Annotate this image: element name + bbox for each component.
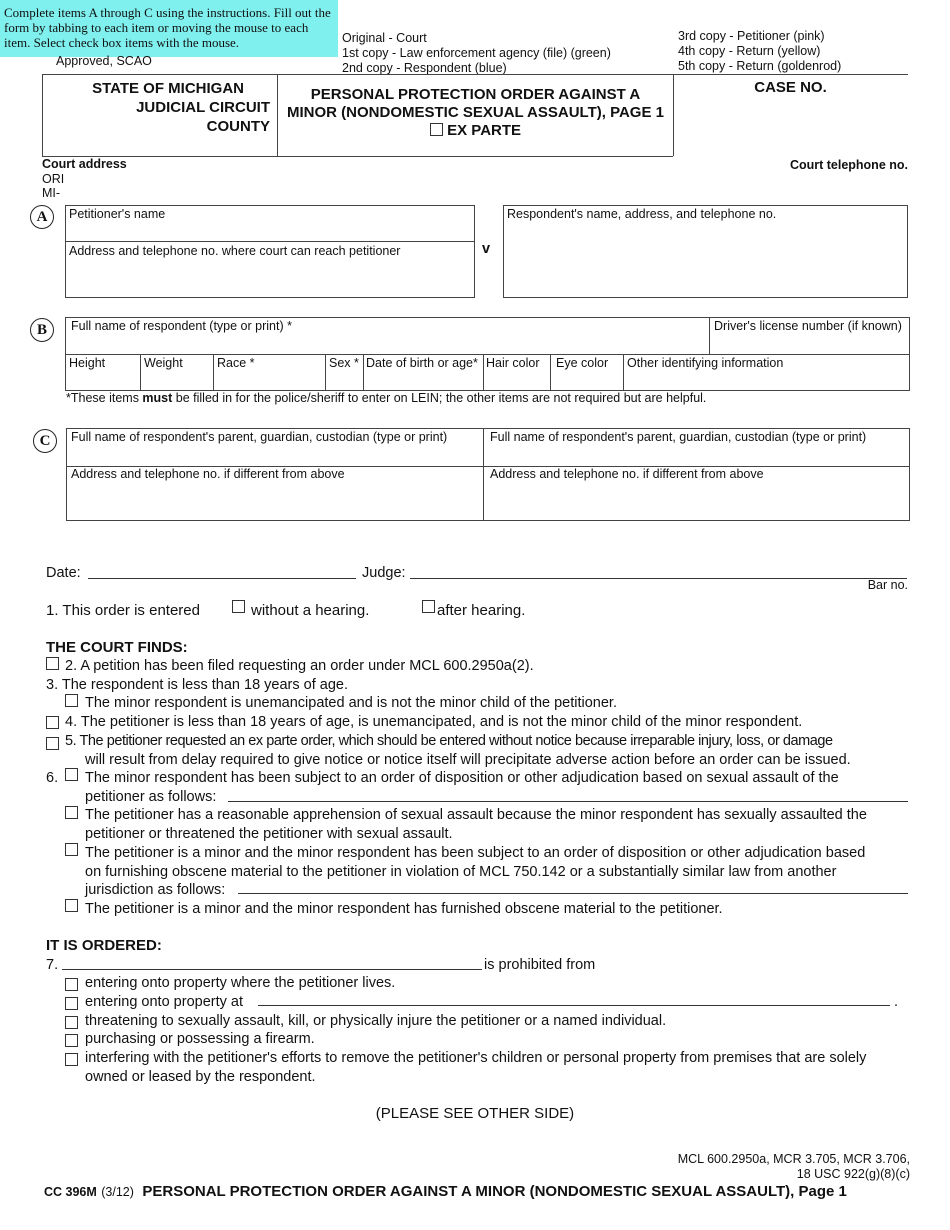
item-4-text: 4. The petitioner is less than 18 years of age, is unemancipated, and is not the minor child of the minor respondent. [65, 714, 803, 730]
petitioner-divider [65, 241, 475, 242]
item-3a-text: The minor respondent is unemancipated and is not the minor child of the petitioner. [85, 695, 617, 711]
item-6c-checkbox[interactable] [65, 843, 78, 856]
section-c-marker: C [33, 429, 57, 453]
item-6b-text-line-1: The petitioner has a reasonable apprehension of sexual assault because the minor respondent has sexually assaulted the [85, 807, 867, 823]
without-hearing-label: without a hearing. [251, 602, 370, 619]
section-a-marker: A [30, 205, 54, 229]
height-field[interactable]: Height [69, 356, 106, 370]
col-divider-race [213, 354, 214, 391]
form-number: CC 396M [44, 1185, 97, 1199]
court-address-label: Court address [42, 157, 127, 171]
item-7e-checkbox[interactable] [65, 1053, 78, 1066]
col-divider-dob [363, 354, 364, 391]
after-hearing-label: after hearing. [437, 602, 526, 619]
item-7a-text: entering onto property where the petitioner lives. [85, 975, 396, 991]
item-6a-text-line-2: petitioner as follows: [85, 789, 217, 805]
sex-field[interactable]: Sex * [329, 356, 359, 370]
case-no-label: CASE NO. [754, 79, 827, 96]
license-divider [709, 317, 710, 354]
col-divider-other [623, 354, 624, 391]
bar-no-label: Bar no. [867, 578, 908, 592]
copy-third: 3rd copy - Petitioner (pink) [678, 29, 825, 43]
parent-address-field-2[interactable]: Address and telephone no. if different from above [490, 467, 764, 481]
item-7-text: is prohibited from [484, 957, 596, 973]
instructions-tooltip: Complete items A through C using the instructions. Fill out the form by tabbing to each item or moving the mouse to each item. Select check box items with the mouse. [0, 0, 338, 57]
item-7b-address-line[interactable] [258, 1005, 890, 1006]
citation-line-1: MCL 600.2950a, MCR 3.705, MCR 3.706, [677, 1152, 910, 1166]
title-line-1: PERSONAL PROTECTION ORDER AGAINST A [310, 86, 641, 103]
col-divider-hair [483, 354, 484, 391]
item-7b-text: entering onto property at [85, 994, 243, 1010]
title-line-2: MINOR (NONDOMESTIC SEXUAL ASSAULT), PAGE 1 [287, 104, 664, 121]
dob-field[interactable]: Date of birth or age* [366, 356, 478, 370]
copies-right [678, 29, 841, 74]
ex-parte-row [278, 122, 673, 140]
item-6c-line[interactable] [238, 893, 908, 894]
copy-original: Original - Court [342, 31, 427, 45]
item-6c-text-line-3: jurisdiction as follows: [85, 882, 226, 898]
copy-second: 2nd copy - Respondent (blue) [342, 61, 507, 75]
header-top-rule [42, 74, 908, 75]
item-7e-text-line-1: interfering with the petitioner's efforts to remove the petitioner's children or personal property from premises that are solely [85, 1050, 867, 1066]
petitioner-address-field[interactable]: Address and telephone no. where court can reach petitioner [69, 244, 401, 258]
item-6a-line[interactable] [228, 801, 908, 802]
court-finds-heading: THE COURT FINDS: [46, 639, 188, 656]
item-7d-checkbox[interactable] [65, 1034, 78, 1047]
date-label: Date: [46, 565, 81, 581]
item-7e-text-line-2: owned or leased by the respondent. [85, 1069, 316, 1085]
petitioner-name-field[interactable]: Petitioner's name [69, 207, 166, 221]
mi-label: MI- [42, 186, 61, 200]
col-divider-sex [325, 354, 326, 391]
without-hearing-checkbox[interactable] [232, 600, 245, 613]
ex-parte-label: EX PARTE [447, 122, 522, 139]
legal-citations [678, 1152, 910, 1182]
copies-left [342, 31, 611, 76]
item-6a-text-line-1: The minor respondent has been subject to an order of disposition or other adjudication based on sexual assault of the [85, 770, 839, 786]
item-5-checkbox[interactable] [46, 737, 59, 750]
col-divider-eye [550, 354, 551, 391]
respondent-full-name-field[interactable]: Full name of respondent (type or print) * [71, 319, 292, 333]
form-revision: (3/12) [101, 1185, 134, 1199]
county-label: COUNTY [206, 118, 270, 135]
respondent-info-field[interactable]: Respondent's name, address, and telephone no. [507, 207, 777, 221]
state-label: STATE OF MICHIGAN [92, 80, 244, 97]
drivers-license-field[interactable]: Driver's license number (if known) [714, 319, 902, 333]
item-6d-checkbox[interactable] [65, 899, 78, 912]
respondent-details-divider [65, 354, 910, 355]
header-bottom-rule [42, 156, 673, 157]
footer-title: PERSONAL PROTECTION ORDER AGAINST A MINOR (NONDOMESTIC SEXUAL ASSAULT), Page 1 [142, 1183, 847, 1200]
parent-address-field-1[interactable]: Address and telephone no. if different from above [71, 467, 345, 481]
form-title [278, 86, 673, 140]
header-left-rule [42, 74, 43, 156]
race-field[interactable]: Race * [217, 356, 255, 370]
hair-color-field[interactable]: Hair color [486, 356, 540, 370]
item-7-respondent-line[interactable] [62, 969, 482, 970]
ex-parte-checkbox[interactable] [430, 123, 443, 136]
item-6a-checkbox[interactable] [65, 768, 78, 781]
item-5-text-line-2: will result from delay required to give notice or notice itself will precipitate adverse action before an order can be issued. [85, 752, 851, 768]
item-4-checkbox[interactable] [46, 716, 59, 729]
item-5-text-line-1: 5. The petitioner requested an ex parte order, which should be entered without notice because irreparable injury, loss, or damage [65, 733, 833, 749]
item-6c-text-line-1: The petitioner is a minor and the minor respondent has been subject to an order of disposition or other adjudication based [85, 845, 866, 861]
col-divider-weight [140, 354, 141, 391]
parent-name-field-2[interactable]: Full name of respondent's parent, guardian, custodian (type or print) [490, 430, 867, 444]
parent-name-field-1[interactable]: Full name of respondent's parent, guardian, custodian (type or print) [71, 430, 448, 444]
item-6-number: 6. [46, 770, 59, 786]
after-hearing-checkbox[interactable] [422, 600, 435, 613]
see-other-side: (PLEASE SEE OTHER SIDE) [375, 1105, 575, 1122]
it-is-ordered-heading: IT IS ORDERED: [46, 937, 162, 954]
item-6d-text: The petitioner is a minor and the minor respondent has furnished obscene material to the petitioner. [85, 901, 723, 917]
approved-label: Approved, SCAO [56, 54, 152, 68]
versus-label: v [482, 241, 491, 257]
eye-color-field[interactable]: Eye color [556, 356, 609, 370]
weight-field[interactable]: Weight [144, 356, 183, 370]
item-7c-checkbox[interactable] [65, 1016, 78, 1029]
copy-fifth: 5th copy - Return (goldenrod) [678, 59, 842, 73]
item-2-checkbox[interactable] [46, 657, 59, 670]
lein-note-bold: must [142, 391, 173, 405]
lein-note [66, 391, 706, 405]
date-line[interactable] [88, 578, 356, 579]
section-b-marker: B [30, 318, 54, 342]
lein-note-pre: *These items [66, 391, 143, 405]
item-7b-period: . [894, 994, 899, 1010]
item-7d-text: purchasing or possessing a firearm. [85, 1031, 315, 1047]
item-7b-checkbox[interactable] [65, 997, 78, 1010]
item-6c-text-line-2: on furnishing obscene material to the petitioner in violation of MCL 750.142 or a substantially similar law from another [85, 864, 837, 880]
circuit-label: JUDICIAL CIRCUIT [136, 99, 270, 116]
court-telephone-label: Court telephone no. [789, 158, 908, 172]
parent-column-divider [483, 428, 484, 521]
judge-line[interactable] [410, 578, 907, 579]
item-6b-checkbox[interactable] [65, 806, 78, 819]
judge-label: Judge: [362, 565, 406, 581]
lein-note-post: be filled in for the police/sheriff to enter on LEIN; the other items are not required but are helpful. [172, 391, 707, 405]
item-7-number: 7. [46, 957, 59, 973]
court-jurisdiction [50, 79, 270, 136]
item-7a-checkbox[interactable] [65, 978, 78, 991]
item-6b-text-line-2: petitioner or threatened the petitioner with sexual assault. [85, 826, 453, 842]
item-3-text: 3. The respondent is less than 18 years of age. [46, 677, 349, 693]
citation-line-2: 18 USC 922(g)(8)(c) [796, 1167, 910, 1181]
item-2-text: 2. A petition has been filed requesting an order under MCL 600.2950a(2). [65, 658, 534, 674]
form-footer [44, 1183, 847, 1201]
ori-label: ORI [42, 172, 65, 186]
item-3a-checkbox[interactable] [65, 694, 78, 707]
item-7c-text: threatening to sexually assault, kill, or physically injure the petitioner or a named individual. [85, 1013, 667, 1029]
copy-first: 1st copy - Law enforcement agency (file) (green) [342, 46, 611, 60]
copy-fourth: 4th copy - Return (yellow) [678, 44, 821, 58]
item-1-text: 1. This order is entered [46, 602, 200, 619]
other-info-field[interactable]: Other identifying information [627, 356, 784, 370]
